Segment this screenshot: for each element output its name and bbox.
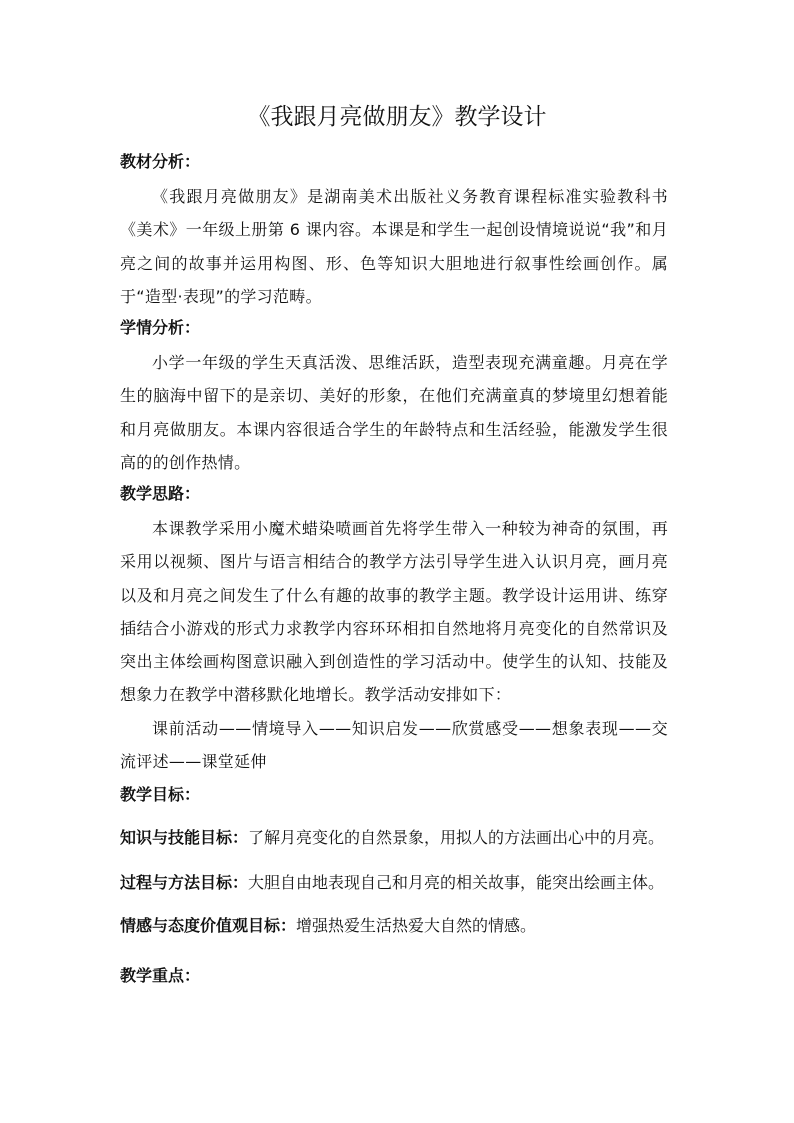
section-heading-material-analysis: 教材分析： xyxy=(120,152,201,171)
goal-knowledge-skills xyxy=(120,826,680,850)
section-heading-student-analysis: 学情分析： xyxy=(120,318,201,337)
goal-label: 过程与方法目标： xyxy=(120,873,249,892)
paragraph-teaching-approach: 本课教学采用小魔术蜡染喷画首先将学生带入一种较为神奇的氛围，再采用以视频、图片与语言相结合的教学方法引导学生进入认识月亮，画月亮以及和月亮之间发生了什么有趣的故事的教学主题。教学设计运用讲、练穿插结合小游戏的形式力求教学内容环环相扣自然地将月亮变化的自然常识及突出主体绘画构图意识融入到创造性的学习活动中。使学生的认知、技能及想象力在教学中潜移默化地增长。教学活动安排如下： xyxy=(120,519,668,705)
goal-text: 大胆自由地表现自己和月亮的相关故事，能突出绘画主体。 xyxy=(248,873,665,892)
section-heading-teaching-focus: 教学重点： xyxy=(120,966,201,985)
section-heading-teaching-goals: 教学目标： xyxy=(120,785,201,804)
paragraph-student-analysis: 小学一年级的学生天真活泼、思维活跃，造型表现充满童趣。月亮在学生的脑海中留下的是亲切、美好的形象，在他们充满童真的梦境里幻想着能和月亮做朋友。本课内容很适合学生的年龄特点和生活经验，能激发学生很高的的创作热情。 xyxy=(120,353,668,472)
goal-text: 了解月亮变化的自然景象，用拟人的方法画出心中的月亮。 xyxy=(248,828,665,847)
goal-emotion-values xyxy=(120,914,680,938)
goal-label: 情感与态度价值观目标： xyxy=(120,916,297,935)
section-heading-teaching-approach: 教学思路： xyxy=(120,484,201,503)
goal-label: 知识与技能目标： xyxy=(120,828,249,847)
paragraph-activity-flow: 课前活动——情境导入——知识启发——欣赏感受——想象表现——交流评述——课堂延伸 xyxy=(120,719,668,772)
paragraph-material-analysis: 《我跟月亮做朋友》是湖南美术出版社义务教育课程标准实验教科书《美术》一年级上册第 6 课内容。本课是和学生一起创设情境说说“我”和月亮之间的故事并运用构图、形、色等知识大胆地进行叙事性绘画创作。属于“造型·表现”的学习范畴。 xyxy=(120,187,668,306)
goal-text: 增强热爱生活热爱大自然的情感。 xyxy=(296,916,537,935)
goal-process-method xyxy=(120,871,680,895)
document-title: 《我跟月亮做朋友》教学设计 xyxy=(247,104,547,130)
